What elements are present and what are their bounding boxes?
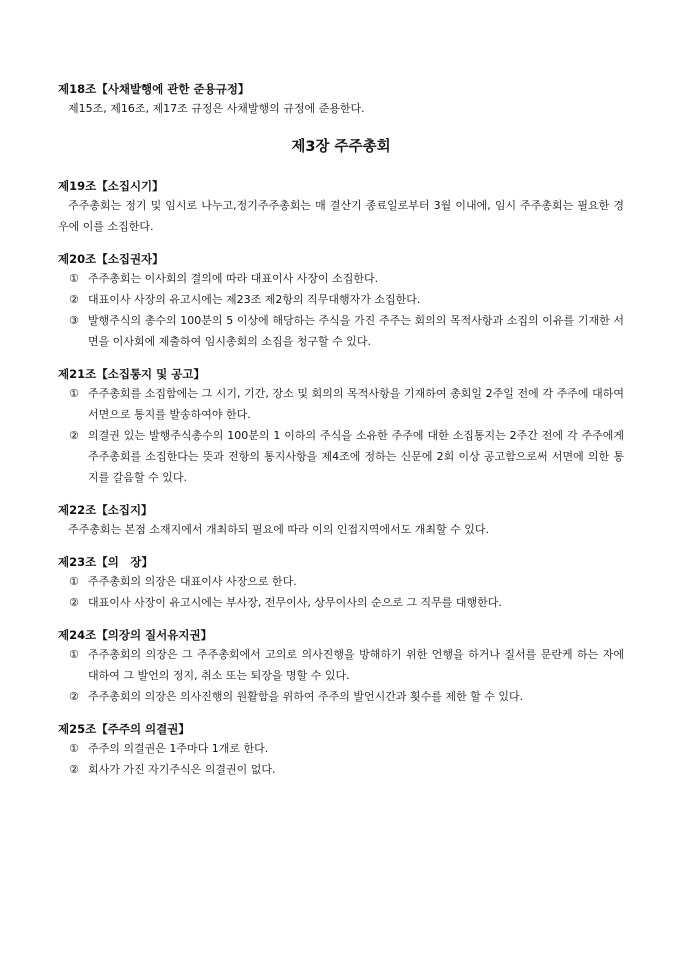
list-item: [58, 383, 624, 425]
item-text: 발행주식의 총수의 100분의 5 이상에 해당하는 주식을 가진 주주는 회의의 목적사항과 소집의 이유를 기재한 서면을 이사회에 제출하여 임시총회의 소집을 청구할 수 있다.: [88, 314, 624, 348]
article-20-items: [58, 268, 624, 352]
article-19-text: 주주총회는 정기 및 임시로 나누고,정기주주총회는 매 결산기 종료일로부터 3월 이내에, 임시 주주총회는 필요한 경우에 이를 소집한다.: [58, 199, 624, 233]
list-item: [58, 425, 624, 488]
item-text: 대표이사 사장이 유고시에는 부사장, 전무이사, 상무이사의 순으로 그 직무를 대행한다.: [88, 596, 502, 609]
item-marker: ②: [69, 293, 79, 306]
article-24-items: [58, 644, 624, 707]
article-18-title: 제18조【사채발행에 관한 준용규정】: [58, 82, 250, 96]
article-20: [58, 250, 624, 352]
article-23: [58, 553, 624, 613]
article-25-title: 제25조【주주의 의결권】: [58, 722, 190, 736]
list-item: [58, 592, 624, 613]
item-marker: ②: [69, 429, 79, 442]
article-22: [58, 501, 624, 540]
article-25-items: [58, 738, 624, 780]
item-marker: ③: [69, 314, 79, 327]
item-text: 주주총회의 의장은 의사진행의 원활함을 위하여 주주의 발언시간과 횟수를 제한 할 수 있다.: [88, 690, 524, 703]
list-item: [58, 289, 624, 310]
item-text: 주주총회의 의장은 그 주주총회에서 고의로 의사진행을 방해하기 위한 언행을 하거나 질서를 문란케 하는 자에 대하여 그 발언의 정지, 취소 또는 퇴장을 명할 수 있다.: [88, 648, 624, 682]
article-21: [58, 365, 624, 488]
item-text: 주주총회를 소집함에는 그 시기, 기간, 장소 및 회의의 목적사항을 기재하여 총회일 2주일 전에 각 주주에 대하여 서면으로 통지를 발송하여야 한다.: [88, 387, 624, 421]
article-25: [58, 720, 624, 780]
item-marker: ①: [69, 272, 79, 285]
article-20-title: 제20조【소집권자】: [58, 252, 164, 266]
item-text: 주주총회의 의장은 대표이사 사장으로 한다.: [88, 575, 297, 588]
item-marker: ②: [69, 596, 79, 609]
article-18-text: 제15조, 제16조, 제17조 규정은 사채발행의 규정에 준용한다.: [68, 102, 365, 115]
item-text: 의결권 있는 발행주식총수의 100분의 1 이하의 주식을 소유한 주주에 대한 소집통지는 2주간 전에 각 주주에게 주주총회를 소집한다는 뜻과 전항의 통지사항을 제4조에 정하는 신문에 2회 이상 공고함으로써 서면에 의한 통지를 갈음할 수 있다.: [88, 429, 624, 484]
article-19: [58, 177, 624, 237]
item-marker: ②: [69, 763, 79, 776]
article-21-title: 제21조【소집통지 및 공고】: [58, 367, 205, 381]
list-item: [58, 738, 624, 759]
list-item: [58, 310, 624, 352]
item-marker: ①: [69, 575, 79, 588]
chapter-3-title: 제3장 주주총회: [291, 139, 391, 155]
item-text: 주주총회는 이사회의 결의에 따라 대표이사 사장이 소집한다.: [88, 272, 379, 285]
article-19-title: 제19조【소집시기】: [58, 179, 164, 193]
item-text: 회사가 가진 자기주식은 의결권이 없다.: [88, 763, 276, 776]
item-marker: ①: [69, 648, 79, 661]
list-item: [58, 759, 624, 780]
article-24: [58, 626, 624, 707]
article-23-title: 제23조【의 장】: [58, 555, 153, 569]
article-21-items: [58, 383, 624, 488]
item-marker: ①: [69, 742, 79, 755]
list-item: [58, 571, 624, 592]
item-marker: ①: [69, 387, 79, 400]
article-22-title: 제22조【소집지】: [58, 503, 153, 517]
article-24-title: 제24조【의장의 질서유지권】: [58, 628, 213, 642]
list-item: [58, 268, 624, 289]
item-text: 대표이사 사장의 유고시에는 제23조 제2항의 직무대행자가 소집한다.: [88, 293, 421, 306]
item-marker: ②: [69, 690, 79, 703]
item-text: 주주의 의결권은 1주마다 1개로 한다.: [88, 742, 269, 755]
list-item: [58, 644, 624, 686]
article-23-items: [58, 571, 624, 613]
article-22-text: 주주총회는 본점 소재지에서 개최하되 필요에 따라 이의 인접지역에서도 개최할 수 있다.: [68, 523, 489, 536]
article-18: [58, 80, 624, 119]
list-item: [58, 686, 624, 707]
